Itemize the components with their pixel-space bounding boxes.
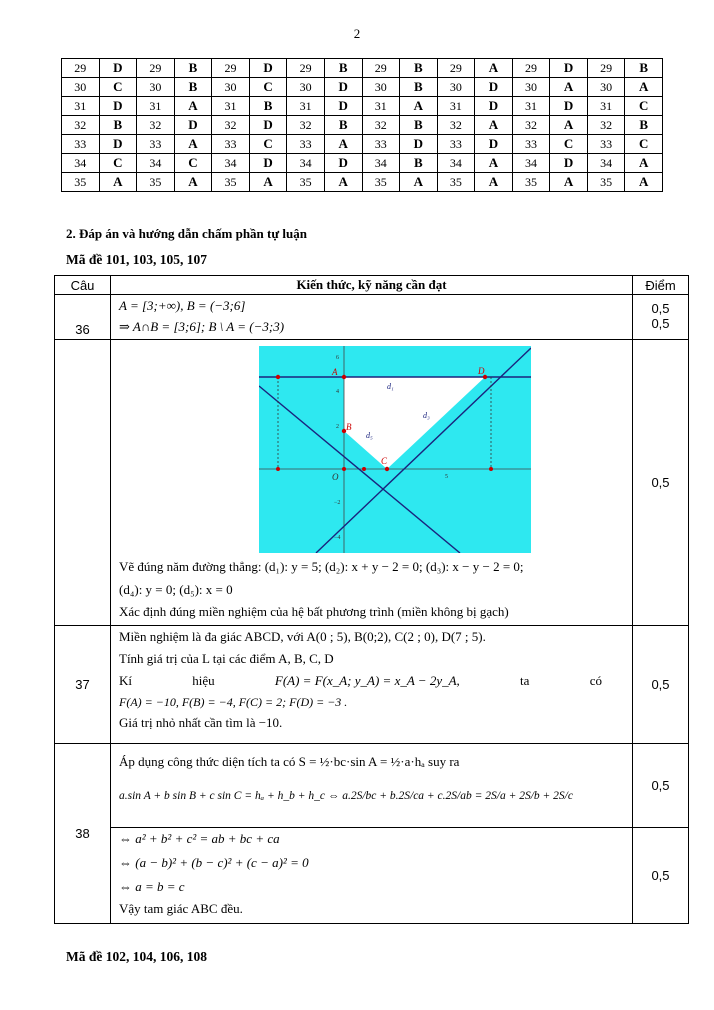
question-number-cell: 29 — [437, 59, 475, 78]
point-x3 — [489, 467, 493, 471]
answer-letter-cell: B — [249, 97, 287, 116]
tick-m2: −2 — [334, 500, 341, 506]
answer-letter-cell: D — [550, 59, 588, 78]
answer-row — [62, 59, 663, 78]
answer-letter-cell: A — [400, 173, 438, 192]
point-x1 — [276, 467, 280, 471]
question-number-cell: 31 — [62, 97, 100, 116]
question-number-cell: 33 — [62, 135, 100, 154]
header-cau: Câu — [55, 276, 111, 295]
question-number-cell: 31 — [512, 97, 550, 116]
answer-letter-cell: B — [174, 78, 212, 97]
question-number-cell: 33 — [212, 135, 250, 154]
question-number-cell: 29 — [512, 59, 550, 78]
label-O: O — [332, 472, 339, 482]
answer-letter-cell: C — [550, 135, 588, 154]
q37a-text3: Xác định đúng miền nghiệm của hệ bất phương trình (miền không bị gạch) — [119, 604, 509, 619]
q38-points-1: 0,5 — [633, 744, 689, 828]
q36-content — [111, 295, 633, 340]
page-number: 2 — [353, 26, 361, 41]
question-number-cell: 30 — [137, 78, 175, 97]
answer-letter-cell: A — [625, 173, 663, 192]
question-number-cell: 32 — [212, 116, 250, 135]
solution-region-graph — [259, 346, 531, 553]
label-d5: d₅ — [366, 431, 373, 440]
answer-row — [62, 78, 663, 97]
question-number-cell: 35 — [512, 173, 550, 192]
question-number-cell: 30 — [62, 78, 100, 97]
question-number-cell: 30 — [212, 78, 250, 97]
answer-letter-cell: D — [324, 78, 362, 97]
q37b-line4: F(A) = −10, F(B) = −4, F(C) = 2; F(D) = −3 . — [119, 695, 348, 709]
question-number-cell: 33 — [287, 135, 325, 154]
answer-row — [62, 154, 663, 173]
q36-points-1: 0,5 — [651, 301, 670, 316]
question-number-cell: 34 — [212, 154, 250, 173]
answer-letter-cell: D — [174, 116, 212, 135]
q38-line5: ⇔ a = b = c — [119, 879, 185, 894]
q37b-content — [111, 626, 633, 744]
question-number-cell: 32 — [137, 116, 175, 135]
question-number-cell: 34 — [512, 154, 550, 173]
answer-letter-cell: A — [475, 173, 513, 192]
question-number-cell: 29 — [362, 59, 400, 78]
answer-letter-cell: A — [324, 173, 362, 192]
answer-letter-cell: D — [99, 59, 137, 78]
q37a-number-cell — [55, 340, 111, 626]
question-number-cell: 35 — [62, 173, 100, 192]
question-number-cell: 35 — [362, 173, 400, 192]
q37b-line2: Tính giá trị của L tại các điểm A, B, C, D — [119, 651, 334, 666]
q37b-points: 0,5 — [633, 626, 689, 744]
answer-letter-cell: A — [550, 116, 588, 135]
answer-letter-cell: C — [99, 78, 137, 97]
answer-letter-cell: A — [324, 135, 362, 154]
question-number-cell: 35 — [212, 173, 250, 192]
answer-letter-cell: A — [475, 59, 513, 78]
q37b-l3-hieu: hiệu — [192, 673, 215, 688]
answer-letter-cell: B — [324, 116, 362, 135]
answer-letter-cell: C — [174, 154, 212, 173]
answer-letter-cell: A — [174, 173, 212, 192]
tick-5: 5 — [445, 474, 448, 480]
q36-points — [633, 295, 689, 340]
question-number-cell: 34 — [137, 154, 175, 173]
answer-row — [62, 135, 663, 154]
answer-letter-cell: B — [324, 59, 362, 78]
answer-row — [62, 116, 663, 135]
answer-letter-cell: B — [400, 116, 438, 135]
q37-number: 37 — [55, 626, 111, 744]
q37a-text2: (d₄): y = 0; (d₅): x = 0 — [119, 582, 233, 597]
question-number-cell: 31 — [212, 97, 250, 116]
question-number-cell: 34 — [437, 154, 475, 173]
answer-letter-cell: C — [249, 78, 287, 97]
q38-line4: ⇔ (a − b)² + (b − c)² + (c − a)² = 0 — [119, 855, 309, 870]
question-number-cell: 34 — [62, 154, 100, 173]
answer-letter-cell: D — [475, 97, 513, 116]
question-number-cell: 32 — [437, 116, 475, 135]
question-number-cell: 35 — [437, 173, 475, 192]
question-number-cell: 34 — [287, 154, 325, 173]
answer-row — [62, 173, 663, 192]
point-origin — [342, 467, 346, 471]
answer-letter-cell: A — [400, 97, 438, 116]
answer-row — [62, 97, 663, 116]
answer-letter-cell: D — [324, 154, 362, 173]
answer-table — [61, 58, 663, 192]
q37b-line1: Miền nghiệm là đa giác ABCD, với A(0 ; 5), B(0;2), C(2 ; 0), D(7 ; 5). — [119, 629, 486, 644]
answer-letter-cell: D — [324, 97, 362, 116]
q37a-points: 0,5 — [633, 340, 689, 626]
answer-letter-cell: B — [174, 59, 212, 78]
answer-letter-cell: A — [249, 173, 287, 192]
label-A: A — [332, 367, 338, 377]
q36-line2: ⇒ A∩B = [3;6]; B \ A = (−3;3) — [119, 319, 285, 334]
label-D: D — [478, 366, 485, 376]
question-number-cell: 33 — [437, 135, 475, 154]
tick-6: 6 — [336, 355, 339, 361]
point-C — [385, 467, 389, 471]
answer-letter-cell: D — [249, 154, 287, 173]
answer-letter-cell: D — [99, 97, 137, 116]
question-number-cell: 30 — [362, 78, 400, 97]
q36-number: 36 — [55, 295, 111, 340]
question-number-cell: 31 — [437, 97, 475, 116]
q37b-line5: Giá trị nhỏ nhất cần tìm là −10. — [119, 715, 283, 730]
point-A — [342, 375, 346, 379]
question-number-cell: 32 — [287, 116, 325, 135]
answer-letter-cell: C — [625, 135, 663, 154]
answer-letter-cell: B — [99, 116, 137, 135]
point-left — [276, 375, 280, 379]
answer-letter-cell: A — [625, 78, 663, 97]
question-number-cell: 30 — [587, 78, 625, 97]
question-number-cell: 30 — [512, 78, 550, 97]
question-number-cell: 33 — [587, 135, 625, 154]
label-B: B — [346, 422, 352, 432]
question-number-cell: 30 — [287, 78, 325, 97]
question-number-cell: 33 — [362, 135, 400, 154]
answer-letter-cell: B — [400, 154, 438, 173]
answer-letter-cell: D — [550, 154, 588, 173]
q37b-l3-ki: Kí — [119, 673, 132, 688]
answer-letter-cell: B — [625, 59, 663, 78]
q37b-line3 — [111, 673, 632, 689]
answer-letter-cell: C — [99, 154, 137, 173]
header-diem: Điểm — [633, 276, 689, 295]
exam-code-title-1: Mã đề 101, 103, 105, 107 — [66, 252, 207, 267]
q38a-content — [111, 744, 633, 828]
answer-letter-cell: D — [550, 97, 588, 116]
q38b-content — [111, 828, 633, 924]
label-d1: d₁ — [387, 382, 394, 391]
answer-letter-cell: A — [550, 173, 588, 192]
answer-letter-cell: B — [400, 59, 438, 78]
solution-region — [344, 377, 485, 469]
answer-letter-cell: A — [174, 135, 212, 154]
question-number-cell: 34 — [587, 154, 625, 173]
q37b-l3-co: có — [589, 673, 602, 688]
question-number-cell: 31 — [287, 97, 325, 116]
q37b-l3-formula: F(A) = F(x_A; y_A) = x_A − 2y_A, — [274, 673, 460, 688]
question-number-cell: 32 — [362, 116, 400, 135]
section-title: 2. Đáp án và hướng dẫn chấm phần tự luận — [66, 226, 307, 241]
question-number-cell: 29 — [587, 59, 625, 78]
answer-letter-cell: D — [249, 59, 287, 78]
q37b-l3-ta: ta — [520, 673, 530, 688]
answer-letter-cell: C — [249, 135, 287, 154]
point-x2 — [362, 467, 366, 471]
answer-letter-cell: D — [475, 135, 513, 154]
question-number-cell: 33 — [137, 135, 175, 154]
q36-line1: A = [3;+∞), B = (−3;6] — [119, 298, 246, 313]
answer-letter-cell: D — [400, 135, 438, 154]
question-number-cell: 29 — [212, 59, 250, 78]
q38-line6: Vậy tam giác ABC đều. — [119, 901, 243, 916]
question-number-cell: 29 — [137, 59, 175, 78]
question-number-cell: 32 — [512, 116, 550, 135]
q38-line3: ⇔ a² + b² + c² = ab + bc + ca — [119, 831, 280, 846]
answer-letter-cell: A — [99, 173, 137, 192]
q37a-text1: Vẽ đúng năm đường thẳng: (d₁): y = 5; (d₂): x + y − 2 = 0; (d₃): x − y − 2 = 0; — [119, 559, 524, 574]
question-number-cell: 31 — [362, 97, 400, 116]
tick-m4: −4 — [334, 535, 341, 541]
exam-code-title-2: Mã đề 102, 104, 106, 108 — [66, 949, 207, 964]
question-number-cell: 35 — [287, 173, 325, 192]
answer-letter-cell: C — [625, 97, 663, 116]
question-number-cell: 31 — [137, 97, 175, 116]
question-number-cell: 35 — [137, 173, 175, 192]
answer-letter-cell: A — [475, 154, 513, 173]
question-number-cell: 32 — [587, 116, 625, 135]
q38-line2: a.sin A + b sin B + c sin C = hₐ + h_b + h_c ⇔ a.2S/bc + b.2S/ca + c.2S/ab = 2S/a + 2S/b + 2S/c — [119, 790, 573, 802]
answer-letter-cell: A — [625, 154, 663, 173]
question-number-cell: 32 — [62, 116, 100, 135]
question-number-cell: 34 — [362, 154, 400, 173]
graph-svg — [259, 346, 531, 553]
question-number-cell: 31 — [587, 97, 625, 116]
q38-number: 38 — [55, 744, 111, 924]
answer-letter-cell: D — [475, 78, 513, 97]
tick-2: 2 — [336, 424, 339, 430]
answer-letter-cell: A — [475, 116, 513, 135]
question-number-cell: 30 — [437, 78, 475, 97]
header-kien-thuc: Kiến thức, kỹ năng cần đạt — [111, 276, 633, 295]
label-C: C — [381, 456, 388, 466]
q38-line1: Áp dụng công thức diện tích ta có S = ½·bc·sin A = ½·a·hₐ suy ra — [119, 754, 460, 769]
grading-table — [54, 275, 689, 924]
answer-letter-cell: B — [625, 116, 663, 135]
question-number-cell: 29 — [287, 59, 325, 78]
answer-letter-cell: D — [99, 135, 137, 154]
question-number-cell: 33 — [512, 135, 550, 154]
question-number-cell: 35 — [587, 173, 625, 192]
label-d3: d₃ — [423, 411, 430, 420]
answer-letter-cell: D — [249, 116, 287, 135]
answer-letter-cell: A — [174, 97, 212, 116]
answer-letter-cell: A — [550, 78, 588, 97]
question-number-cell: 29 — [62, 59, 100, 78]
tick-4: 4 — [336, 389, 339, 395]
q36-points-2: 0,5 — [651, 316, 670, 331]
answer-letter-cell: B — [400, 78, 438, 97]
q37a-content — [111, 340, 633, 626]
q38-points-2: 0,5 — [633, 828, 689, 924]
